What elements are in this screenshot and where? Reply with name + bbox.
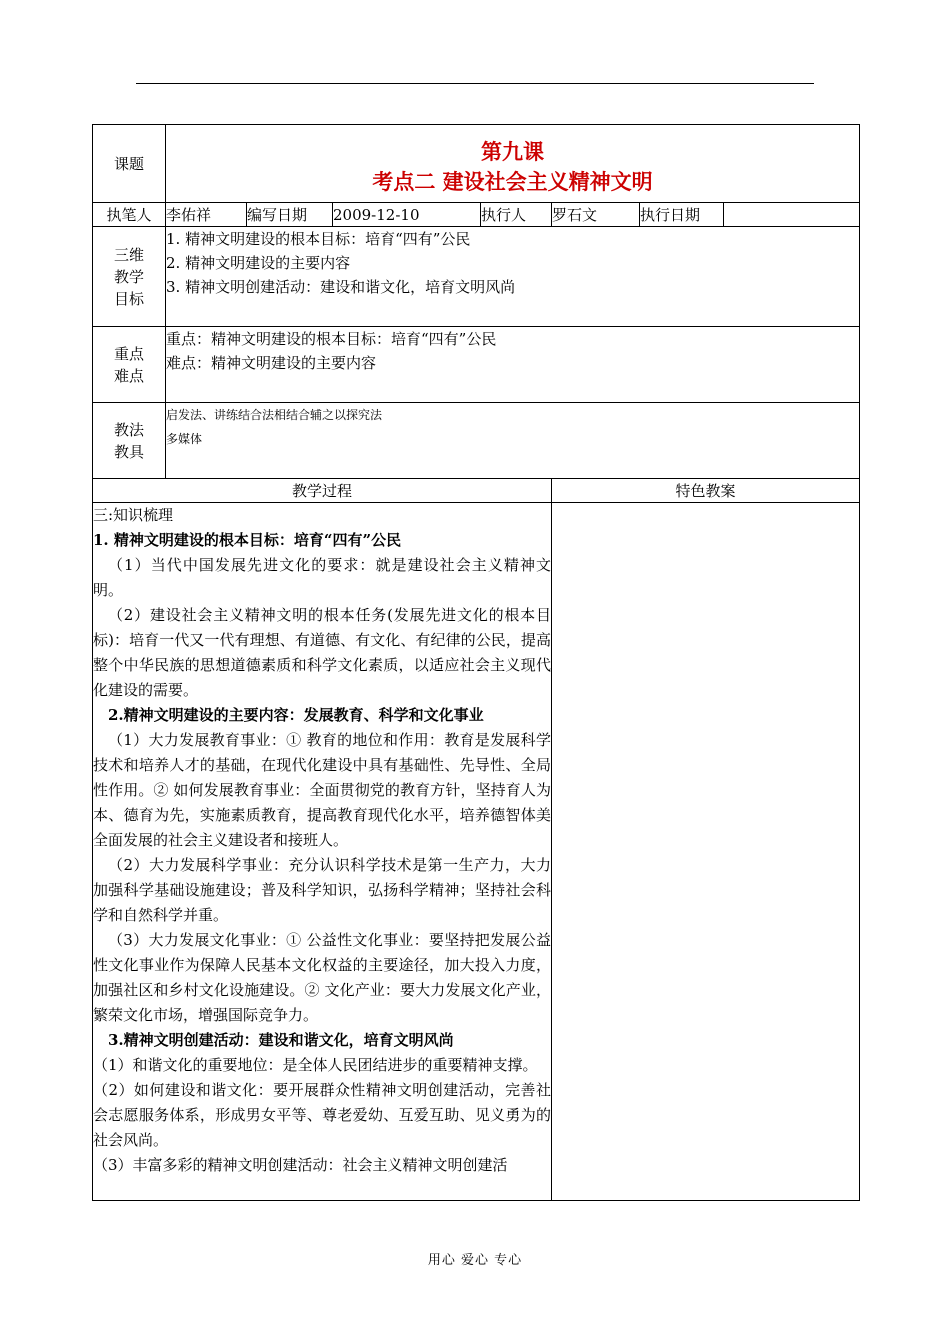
executor-label: 执行人 xyxy=(481,203,552,227)
tool-item: 多媒体 xyxy=(166,432,203,446)
exec-date-value xyxy=(724,203,860,227)
method-item: 启发法、讲练结合法相结合辅之以探究法 xyxy=(166,408,383,422)
lesson-subtitle: 考点二 建设社会主义精神文明 xyxy=(372,168,653,194)
process-header: 教学过程 xyxy=(93,479,552,503)
executor-value: 罗石文 xyxy=(552,203,640,227)
topic-label: 课题 xyxy=(93,125,166,203)
objectives-label: 三维 教学 目标 xyxy=(93,227,166,327)
point-paragraph: （1）当代中国发展先进文化的要求：就是建设社会主义精神文明。 xyxy=(93,556,551,599)
author-label: 执笔人 xyxy=(93,203,166,227)
compile-date-label: 编写日期 xyxy=(247,203,333,227)
point-heading-2: 2.精神文明建设的主要内容：发展教育、科学和文化事业 xyxy=(108,706,484,724)
objective-item: 2. 精神文明建设的主要内容 xyxy=(166,254,351,272)
point-paragraph: （2）大力发展科学事业：充分认识科学技术是第一生产力，大力加强科学基础设施建设；普及科学知识，弘扬科学精神；坚持社会科学和自然科学并重。 xyxy=(93,856,551,924)
page-footer: 用心 爱心 专心 xyxy=(427,1253,523,1268)
point-paragraph: （2）建设社会主义精神文明的根本任务(发展先进文化的根本目标)：培育一代又一代有理想、有道德、有文化、有纪律的公民，提高整个中华民族的思想道德素质和科学文化素质，以适应社会主义现代化建设的需要。 xyxy=(93,606,551,699)
exec-date-label: 执行日期 xyxy=(640,203,724,227)
section-heading: 三:知识梳理 xyxy=(93,506,174,524)
key-point-item: 难点：精神文明建设的主要内容 xyxy=(166,354,377,372)
point-paragraph: （1）和谐文化的重要地位：是全体人民团结进步的重要精神支撑。 xyxy=(93,1056,538,1074)
key-points-content xyxy=(166,327,860,403)
methods-content xyxy=(166,403,860,479)
objective-item: 3. 精神文明创建活动：建设和谐文化，培育文明风尚 xyxy=(166,278,516,296)
lesson-title-cell xyxy=(166,125,860,203)
header-rule xyxy=(136,83,814,84)
point-paragraph: （2）如何建设和谐文化：要开展群众性精神文明创建活动，完善社会志愿服务体系，形成男女平等、尊老爱幼、互爱互助、见义勇为的社会风尚。 xyxy=(93,1081,551,1149)
objectives-content xyxy=(166,227,860,327)
author-value: 李佑祥 xyxy=(166,203,247,227)
process-content xyxy=(93,503,552,1201)
point-heading-1: 1. 精神文明建设的根本目标：培育“四有”公民 xyxy=(93,531,402,549)
lesson-title: 第九课 xyxy=(481,138,544,164)
lesson-plan-table xyxy=(92,124,860,1201)
key-point-item: 重点：精神文明建设的根本目标：培育“四有”公民 xyxy=(166,330,497,348)
point-heading-3: 3.精神文明创建活动：建设和谐文化，培育文明风尚 xyxy=(108,1031,454,1049)
point-paragraph: （3）丰富多彩的精神文明创建活动：社会主义精神文明创建活 xyxy=(93,1156,508,1174)
special-header: 特色教案 xyxy=(552,479,860,503)
special-content xyxy=(552,503,860,1201)
methods-label: 教法 教具 xyxy=(93,403,166,479)
key-points-label: 重点 难点 xyxy=(93,327,166,403)
objective-item: 1. 精神文明建设的根本目标：培育“四有”公民 xyxy=(166,230,471,248)
point-paragraph: （3）大力发展文化事业：① 公益性文化事业：要坚持把发展公益性文化事业作为保障人民基本文化权益的主要途径，加大投入力度，加强社区和乡村文化设施建设。② 文化产业：要大力发展文化产业，繁荣文化市场，增强国际竞争力。 xyxy=(93,931,551,1024)
compile-date-value: 2009-12-10 xyxy=(333,203,481,227)
point-paragraph: （1）大力发展教育事业：① 教育的地位和作用：教育是发展科学技术和培养人才的基础，在现代化建设中具有基础性、先导性、全局性作用。② 如何发展教育事业：全面贯彻党的教育方针，坚持育人为本、德育为先，实施素质教育，提高教育现代化水平，培养德智体美全面发展的社会主义建设者和接班人。 xyxy=(93,731,551,849)
